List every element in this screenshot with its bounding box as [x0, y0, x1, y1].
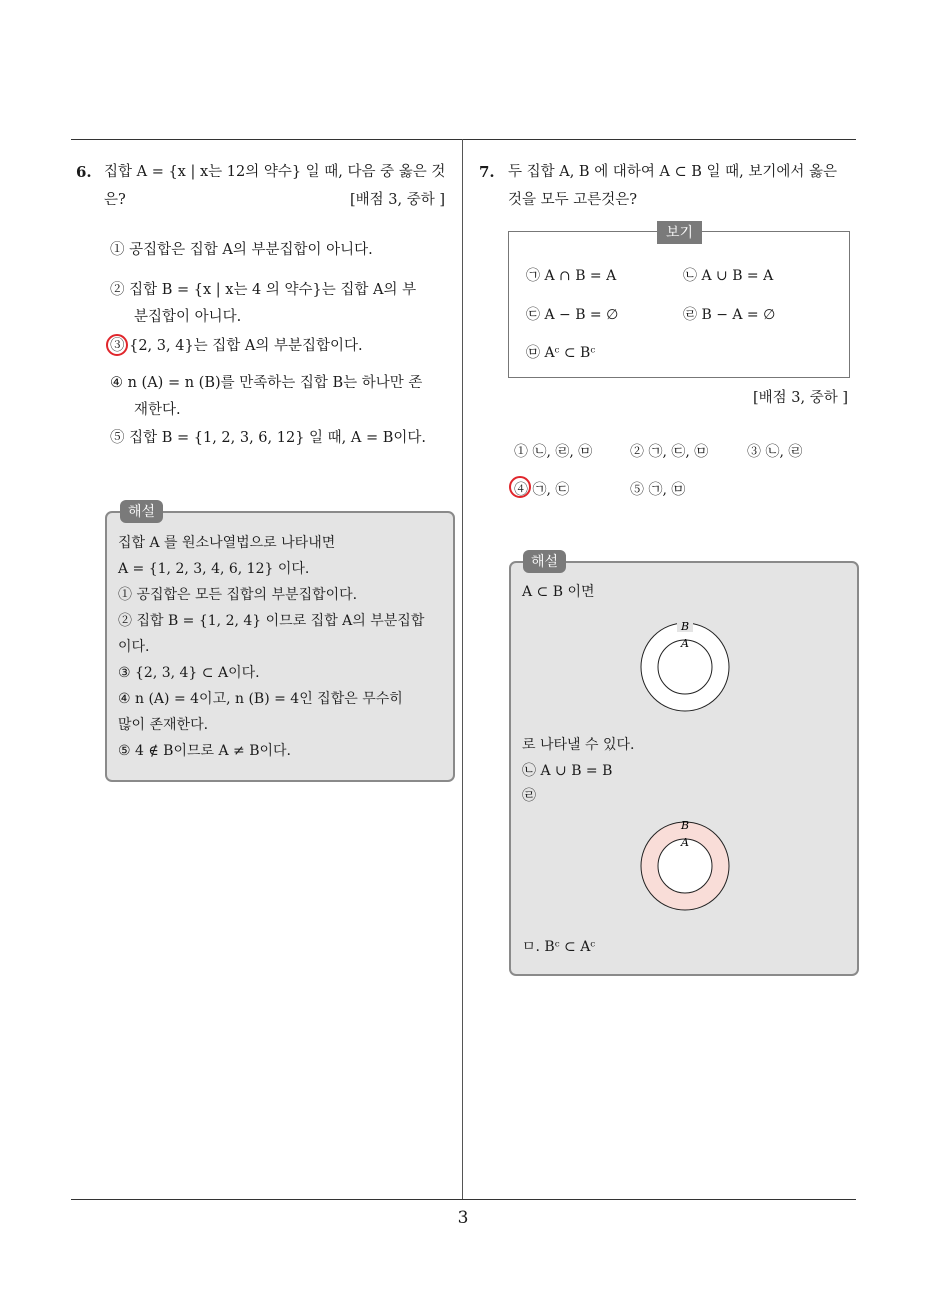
q6-option-3[interactable]: ③ {2, 3, 4}는 집합 A의 부분집합이다.	[110, 338, 363, 354]
q7-solution-tag: 해설	[523, 550, 566, 573]
q6-option-5[interactable]: ⑤ 집합 B = {1, 2, 3, 6, 12} 일 때, A = B이다.	[110, 430, 426, 446]
q7-score: [배점 3, 중하 ]	[753, 390, 849, 406]
q6-solution-line-5: 이다.	[118, 639, 150, 655]
q7-text-line1: 두 집합 A, B 에 대하여 A ⊂ B 일 때, 보기에서 옳은	[508, 164, 838, 180]
q7-choice-2[interactable]: ② ㉠, ㉢, ㉤	[630, 444, 709, 460]
q6-solution-line-8: 많이 존재한다.	[118, 717, 209, 733]
q7-bogi-item-2: ㉡ A ∪ B = A	[683, 268, 774, 284]
q7-choice-5[interactable]: ⑤ ㉠, ㉤	[630, 482, 686, 498]
q6-number: 6.	[76, 163, 92, 181]
q7-bogi-item-4: ㉣ B − A = ∅	[683, 307, 776, 323]
q6-option-4-line2: 재한다.	[134, 402, 181, 418]
top-rule	[71, 139, 856, 140]
q7-solution-final: ㅁ. Bᶜ ⊂ Aᶜ	[522, 939, 596, 955]
q6-solution-line-1: 집합 A 를 원소나열법으로 나타내면	[118, 535, 336, 551]
venn-label-a: A	[681, 836, 689, 849]
q7-solution-box	[509, 554, 859, 976]
q6-option-1[interactable]: ① 공집합은 집합 A의 부분집합이 아니다.	[110, 242, 373, 258]
q7-choice-1[interactable]: ① ㉡, ㉣, ㉤	[514, 444, 593, 460]
q6-solution-tag: 해설	[120, 500, 163, 523]
q6-solution-line-7: ④ n (A) = 4이고, n (B) = 4인 집합은 무수히	[118, 691, 403, 707]
q7-bogi-box	[508, 225, 850, 378]
q7-bogi-item-1: ㉠ A ∩ B = A	[526, 268, 617, 284]
q7-bogi-item-3: ㉢ A − B = ∅	[526, 307, 619, 323]
q6-option-2-line1: ② 집합 B = {x | x는 4 의 약수}는 집합 A의 부	[110, 282, 417, 298]
q7-choice-4[interactable]: ④ ㉠, ㉢	[514, 482, 570, 498]
q6-solution-line-9: ⑤ 4 ∉ B이므로 A ≠ B이다.	[118, 743, 292, 759]
column-divider	[462, 139, 463, 1199]
q7-bogi-tag: 보기	[657, 221, 702, 244]
q7-number: 7.	[479, 163, 495, 181]
q6-option-2[interactable]	[110, 277, 450, 331]
q6-solution-line-3: ① 공집합은 모든 집합의 부분집합이다.	[118, 587, 358, 603]
q6-solution-line-2: A = {1, 2, 3, 4, 6, 12} 이다.	[118, 561, 310, 577]
venn-label-b: B	[680, 620, 690, 633]
venn-label-a: A	[681, 637, 689, 650]
q6-solution-line-6: ③ {2, 3, 4} ⊂ A이다.	[118, 665, 260, 681]
q6-text-line2: 은?	[104, 192, 126, 208]
q6-option-2-line2: 분집합이 아니다.	[134, 309, 242, 325]
venn-diagram-difference	[635, 816, 735, 916]
q6-solution-line-4: ② 집합 B = {1, 2, 4} 이므로 집합 A의 부분집합	[118, 613, 425, 629]
q6-text-line1: 집합 A = {x | x는 12의 약수} 일 때, 다음 중 옳은 것	[104, 164, 446, 180]
q6-option-4-line1: ④ n (A) = n (B)를 만족하는 집합 B는 하나만 존	[110, 375, 423, 391]
q7-solution-after-3: ㉣	[522, 788, 536, 804]
q7-solution-after-1: 로 나타낼 수 있다.	[522, 737, 635, 753]
q7-bogi-item-5: ㉤ Aᶜ ⊂ Bᶜ	[526, 345, 596, 361]
q7-solution-after-2: ㉡ A ∪ B = B	[522, 763, 613, 779]
q7-solution-intro: A ⊂ B 이면	[522, 584, 595, 600]
q7-choice-3[interactable]: ③ ㉡, ㉣	[747, 444, 803, 460]
q6-option-4[interactable]	[110, 370, 450, 424]
venn-diagram-subset	[635, 617, 735, 717]
venn-label-b: B	[680, 819, 690, 832]
q6-score: [배점 3, 중하 ]	[350, 192, 446, 208]
q7-text-line2: 것을 모두 고른것은?	[508, 192, 638, 208]
bottom-rule	[71, 1199, 856, 1200]
q6-solution-box	[105, 504, 455, 782]
page-number: 3	[457, 1208, 469, 1228]
